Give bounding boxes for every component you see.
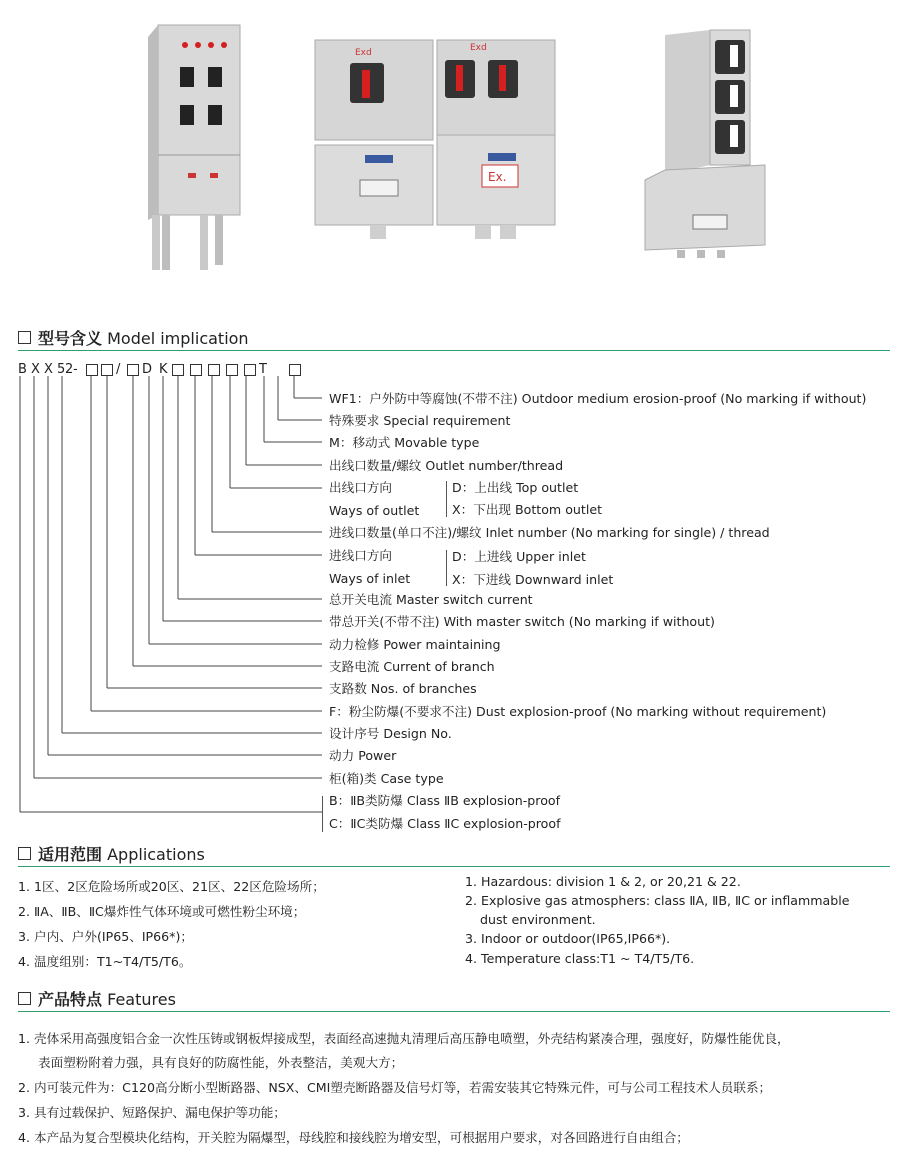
application-item-en: dust environment. <box>480 912 596 927</box>
application-item-en: 1. Hazardous: division 1 & 2, or 20,21 & 22. <box>465 874 741 889</box>
description-text: 总开关电流 Master switch current <box>329 592 533 607</box>
code-char: / <box>116 362 121 377</box>
description-text: 动力 Power <box>329 748 397 763</box>
section-title-cn: 型号含义 <box>38 329 103 348</box>
section-title-en: Model implication <box>107 329 249 348</box>
application-item-cn: 2. ⅡA、ⅡB、ⅡC爆炸性气体环境或可燃性粉尘环境； <box>18 904 306 919</box>
description-text: M：移动式 Movable type <box>329 435 480 450</box>
description-text: 动力检修 Power maintaining <box>329 637 501 652</box>
application-item-en: 3. Indoor or outdoor(IP65,IP66*). <box>465 931 671 946</box>
section-title-en: Applications <box>107 845 205 864</box>
application-item-cn: 1. 1区、2区危险场所或20区、21区、22区危险场所； <box>18 879 325 894</box>
description-text: 出线口方向 <box>329 480 392 495</box>
code-char: B <box>18 362 27 377</box>
feature-item: 4. 本产品为复合型模块化结构，开关腔为隔爆型，母线腔和接线腔为增安型，可根据用户要求，对各回路进行自由组合； <box>18 1130 689 1145</box>
bracket-bar <box>446 550 447 586</box>
feature-item: 2. 内可装元件为：C120高分断小型断路器、NSX、CMI塑壳断路器及信号灯等，若需安装其它特殊元件，可与公司工程技术人员联系； <box>18 1080 772 1095</box>
description-text: 柜(箱)类 Case type <box>329 771 444 786</box>
code-char: X <box>31 362 40 377</box>
feature-item: 3. 具有过载保护、短路保护、漏电保护等功能； <box>18 1105 286 1120</box>
square-bullet-icon <box>18 992 31 1005</box>
section-divider <box>18 1011 890 1012</box>
feature-item: 1. 壳体采用高强度铝合金一次性压铸或钢板焊接成型，表面经高速抛丸清理后高压静电喷塑，外壳结构紧凑合理，强度好，防爆性能优良， <box>18 1031 790 1046</box>
application-item-en: 2. Explosive gas atmosphers: class ⅡA, ⅡB, ⅡC or inflammable <box>465 893 850 908</box>
code-char: 5 <box>57 362 66 377</box>
code-char: D <box>142 362 153 377</box>
description-text: X：下进线 Downward inlet <box>452 572 614 587</box>
description-text: X：下出现 Bottom outlet <box>452 502 603 517</box>
code-char: 2 <box>65 362 74 377</box>
application-item-cn: 4. 温度组别：T1~T4/T5/T6。 <box>18 954 192 969</box>
description-text: WF1：户外防中等腐蚀(不带不注) Outdoor medium erosion-proof (No marking if without) <box>329 391 867 406</box>
description-text: Ways of inlet <box>329 571 411 586</box>
square-bullet-icon <box>18 847 31 860</box>
application-item-cn: 3. 户内、户外(IP65、IP66*)； <box>18 929 193 944</box>
exd-label-2: Exd <box>470 43 487 53</box>
description-text: 特殊要求 Special requirement <box>329 413 511 428</box>
description-text: 进线口方向 <box>329 548 392 563</box>
section-title-cn: 产品特点 <box>38 990 103 1009</box>
description-text: Ways of outlet <box>329 503 420 518</box>
description-text: F：粉尘防爆(不要求不注) Dust explosion-proof (No marking without requirement) <box>329 704 827 719</box>
description-text: D：上进线 Upper inlet <box>452 549 586 564</box>
description-text: C：ⅡC类防爆 Class ⅡC explosion-proof <box>329 816 561 831</box>
code-char: - <box>73 362 78 377</box>
code-char: K <box>159 362 168 377</box>
section-title-cn: 适用范围 <box>38 845 103 864</box>
section-title-en: Features <box>107 990 176 1009</box>
description-text: 支路电流 Current of branch <box>329 659 495 674</box>
code-char: T <box>259 362 267 377</box>
description-text: B：ⅡB类防爆 Class ⅡB explosion-proof <box>329 793 561 808</box>
feature-item: 表面塑粉附着力强，具有良好的防腐性能，外表整洁，美观大方； <box>38 1055 404 1070</box>
description-text: 带总开关(不带不注) With master switch (No marking if without) <box>329 614 715 629</box>
description-text: 出线口数量/螺纹 Outlet number/thread <box>329 458 564 473</box>
description-text: 设计序号 Design No. <box>329 726 452 741</box>
description-text: 进线口数量(单口不注)/螺纹 Inlet number (No marking for single) / thread <box>329 525 770 540</box>
description-text: D：上出线 Top outlet <box>452 480 579 495</box>
bracket-bar <box>322 796 323 832</box>
exd-label-1: Exd <box>355 48 372 58</box>
application-item-en: 4. Temperature class:T1 ~ T4/T5/T6. <box>465 951 695 966</box>
section-divider <box>18 866 890 867</box>
code-char: X <box>44 362 53 377</box>
bracket-bar <box>446 481 447 517</box>
description-text: 支路数 Nos. of branches <box>329 681 477 696</box>
ex-label: Ex. <box>488 170 507 184</box>
